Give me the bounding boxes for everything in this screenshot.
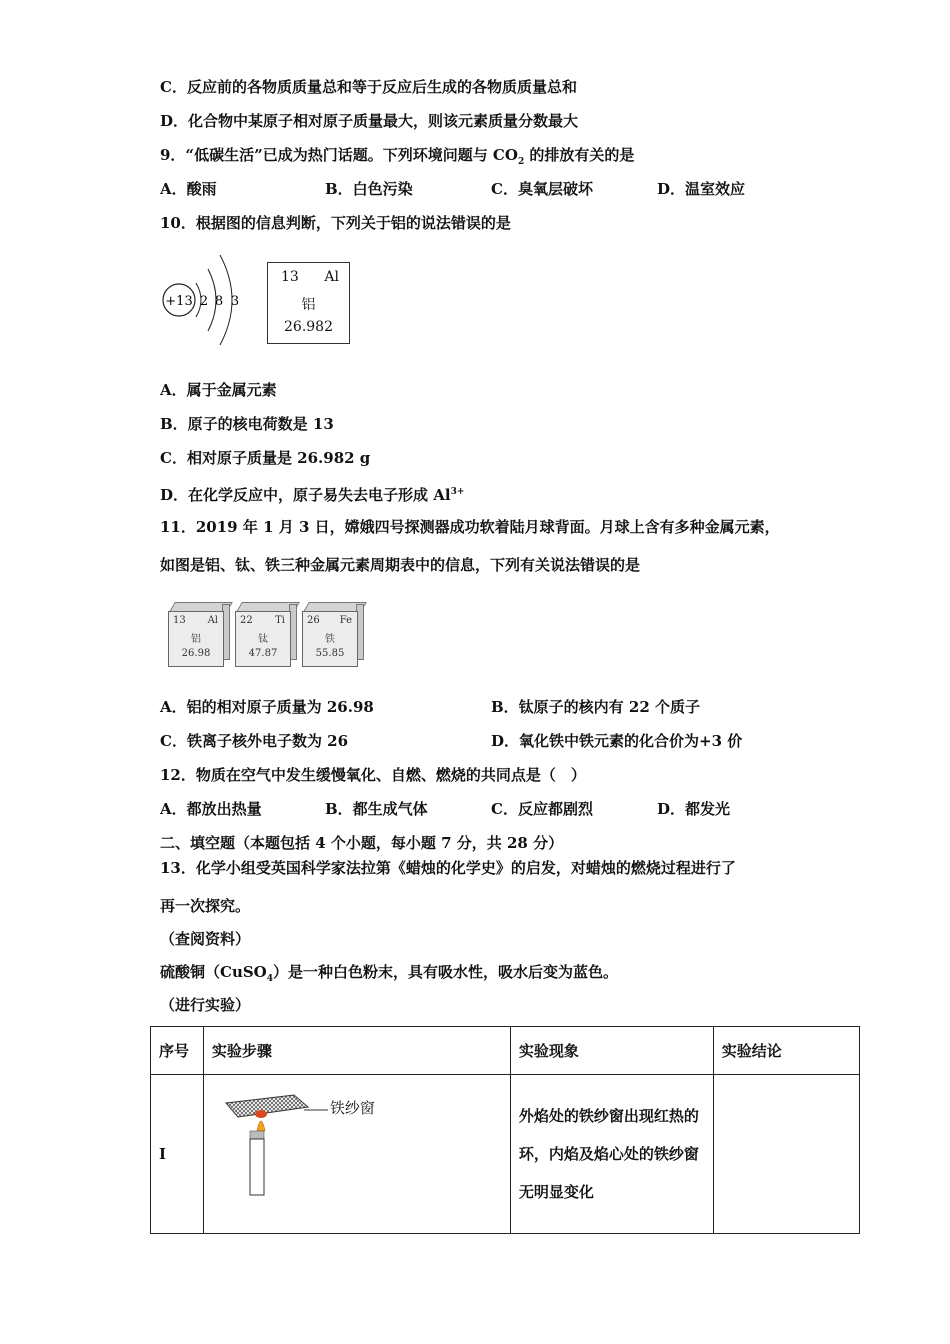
section-2-heading: 二、填空题（本题包括 4 个小题，每小题 7 分，共 28 分） [160, 834, 564, 852]
q11-stem-line1: 11．2019 年 1 月 3 日，嫦娥四号探测器成功软着陆月球背面。月球上含有多种金属元素， [160, 518, 780, 536]
header-phenomenon: 实验现象 [510, 1027, 713, 1075]
red-hot-ring [255, 1110, 267, 1118]
reference-heading: （查阅资料） [160, 930, 251, 948]
element-number: 13 [281, 269, 299, 285]
candle-gauze-illustration [216, 1091, 316, 1206]
shell-electrons-3: 3 [230, 294, 240, 309]
shell-electrons-2: 8 [214, 294, 224, 309]
q10-option-d: D．在化学反应中，原子易失去电子形成 $Al^{3+}$ [160, 486, 465, 504]
q10-option-a: A．属于金属元素 [160, 381, 277, 399]
experiment-table [150, 1026, 860, 1234]
q10-option-b: B．原子的核电荷数是 13 [160, 415, 334, 433]
q8-option-d: D．化合物中某原子相对原子质量最大，则该元素质量分数最大 [160, 112, 579, 130]
flame-icon [257, 1121, 265, 1131]
element-cube-al: 13 Al 铝 26.98 [168, 602, 230, 666]
header-steps: 实验步骤 [203, 1027, 510, 1075]
q9-option-d: D．温室效应 [657, 180, 746, 198]
element-cube-ti: 22 Ti 钛 47.87 [235, 602, 297, 666]
q12-option-c: C．反应都剧烈 [491, 800, 593, 818]
candle [250, 1139, 264, 1195]
q11-option-d: D．氧化铁中铁元素的化合价为+3 价 [491, 732, 743, 750]
q11-option-c: C．铁离子核外电子数为 26 [160, 732, 349, 750]
q11-stem-line2: 如图是铝、钛、铁三种金属元素周期表中的信息，下列有关说法错误的是 [160, 556, 641, 574]
shell-electrons-1: 2 [199, 294, 209, 309]
q13-stem-line1: 13．化学小组受英国科学家法拉第《蜡烛的化学史》的启发，对蜡烛的燃烧过程进行了 [160, 859, 736, 877]
al-atom-structure-diagram [158, 245, 248, 355]
q9-option-b: B．白色污染 [325, 180, 413, 198]
q12-stem: 12．物质在空气中发生缓慢氧化、自燃、燃烧的共同点是（ ） [160, 766, 586, 784]
q9-stem: 9．“低碳生活”已成为热门话题。下列环境问题与 $CO_2$ 的排放有关的是 [160, 146, 635, 167]
q8-option-c: C．反应前的各物质质量总和等于反应后生成的各物质质量总和 [160, 78, 577, 96]
q10-stem: 10．根据图的信息判断，下列关于铝的说法错误的是 [160, 214, 511, 232]
element-mass: 26.982 [284, 319, 333, 335]
element-symbol: Al [324, 269, 339, 285]
reference-text: 硫酸铜（CuSO$_4$）是一种白色粉末，具有吸水性，吸水后变为蓝色。 [160, 963, 619, 984]
header-index: 序号 [151, 1027, 204, 1075]
nucleus-charge: +13 [165, 294, 193, 309]
al-element-card [267, 262, 350, 344]
table-header-row [151, 1027, 860, 1075]
row-steps-cell [203, 1075, 510, 1234]
q12-option-d: D．都发光 [657, 800, 731, 818]
q11-option-b: B．钛原子的核内有 22 个质子 [491, 698, 700, 716]
q11-option-a: A．铝的相对原子质量为 26.98 [160, 698, 374, 716]
q9-option-a: A．酸雨 [160, 180, 217, 198]
q12-option-a: A．都放出热量 [160, 800, 262, 818]
row-phenomenon: 外焰处的铁纱窗出现红热的环，内焰及焰心处的铁纱窗无明显变化 [510, 1075, 713, 1234]
experiment-heading: （进行实验） [160, 996, 251, 1014]
q9-option-c: C．臭氧层破坏 [491, 180, 593, 198]
header-conclusion: 实验结论 [713, 1027, 859, 1075]
q10-option-c: C．相对原子质量是 26.982 g [160, 449, 371, 467]
q12-option-b: B．都生成气体 [325, 800, 428, 818]
q13-stem-line2: 再一次探究。 [160, 897, 251, 915]
gauze-label: 铁纱窗 [329, 1099, 375, 1117]
iron-gauze [226, 1095, 308, 1117]
element-name: 铝 [301, 297, 316, 313]
row-conclusion [713, 1075, 859, 1234]
row-index: I [151, 1075, 204, 1234]
table-row [151, 1075, 860, 1234]
element-cube-fe: 26 Fe 铁 55.85 [302, 602, 364, 666]
